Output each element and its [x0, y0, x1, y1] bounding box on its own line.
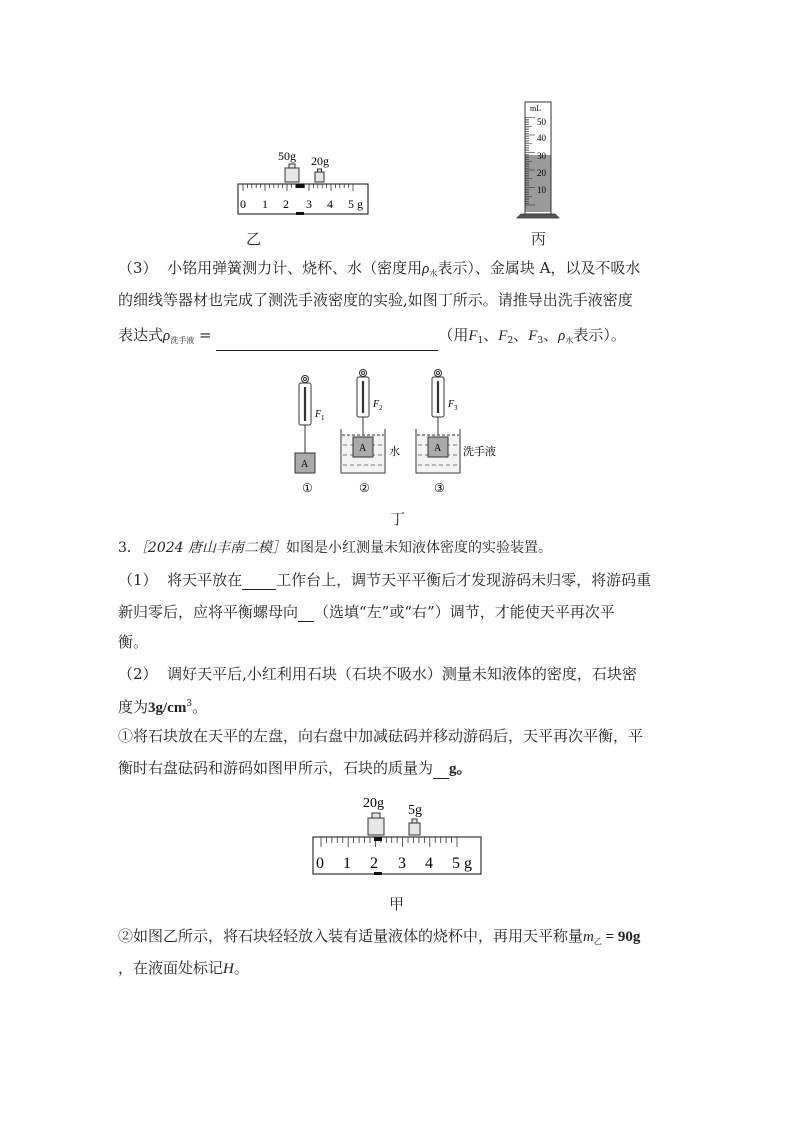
scale-number: 5: [452, 855, 460, 872]
cylinder-tick: 50: [537, 117, 546, 127]
force-label: F: [448, 399, 455, 410]
scale-number: 0: [316, 855, 324, 872]
weight-20g: [311, 154, 329, 182]
q3-p2-line1: （2） 调好天平后,小红利用石块（石块不吸水）测量未知液体的密度，石块密: [118, 665, 637, 683]
figure-ding-apparatus: [285, 365, 515, 500]
weight-5g: [408, 803, 422, 835]
block-label: A: [359, 443, 367, 454]
figure-caption-bing: 丙: [531, 230, 547, 248]
weight-50g: [278, 149, 299, 182]
block-label: A: [301, 459, 309, 470]
q3-header: 3．［2024 唐山丰南二模］如图是小红测量未知液体密度的实验装置。: [118, 540, 553, 556]
marker-1: ①: [302, 481, 313, 495]
answer-blank[interactable]: [298, 605, 314, 622]
weight-label: 50g: [278, 149, 296, 163]
figure-caption-yi: 乙: [246, 230, 262, 248]
scale-number: 1: [343, 855, 351, 872]
figure-yi-scale: [230, 140, 380, 220]
q3-s2-line2: ，在液面处标记H。: [118, 959, 249, 977]
water-label: 水: [389, 446, 400, 458]
scale-unit: g: [357, 197, 363, 211]
spring-scale-2: [341, 370, 400, 474]
force-sub: 1: [321, 414, 325, 422]
q3-s1-line2: 衡时右盘砝码和游码如图甲所示，石块的质量为 g。: [118, 759, 472, 777]
figure-jia-scale: [305, 788, 490, 880]
cylinder-tick: 20: [537, 168, 546, 178]
q3-s2-line1: ②如图乙所示，将石块轻轻放入装有适量液体的烧杯中，再用天平称量$m_乙 = 90g$: [118, 927, 641, 946]
cylinder-tick: 10: [537, 185, 546, 195]
force-label: F: [373, 399, 380, 410]
scale-number: 3: [306, 197, 312, 211]
scale-number: 5: [348, 197, 354, 211]
q2-3-line3: 表达式$\rho_{洗手液}$ = （用$F_1$、$F_2$、$F_3$、$\rho_水$表示）。: [118, 325, 626, 351]
spring-scale-1: [295, 376, 325, 474]
q2-3-line2: 的细线等器材也完成了测洗手液密度的实验,如图丁所示。请推导出洗手液密度: [118, 291, 633, 309]
cylinder-tick: 30: [537, 151, 546, 161]
figure-caption-jia: 甲: [389, 895, 405, 913]
force-label: F: [315, 409, 322, 420]
force-sub: 2: [379, 404, 383, 412]
figure-bing-cylinder: [515, 97, 565, 219]
weight-label: 5g: [408, 803, 422, 818]
scale-number: 1: [262, 197, 268, 211]
scale-number: 4: [425, 855, 433, 872]
q3-p1-line2: 新归零后，应将平衡螺母向 （选填“左”或“右”）调节，才能使天平再次平: [118, 603, 615, 621]
cylinder-tick: 40: [537, 133, 546, 143]
weight-20g: [363, 796, 384, 835]
scale-number: 0: [240, 197, 246, 211]
scale-number: 4: [327, 197, 333, 211]
weight-label: 20g: [311, 154, 329, 168]
force-sub: 3: [454, 404, 458, 412]
scale-unit: g: [464, 855, 472, 872]
q2-3-line1: （3） 小铭用弹簧测力计、烧杯、水（密度用$\rho_水$表示）、金属块 A，以及不吸水: [118, 259, 641, 278]
answer-blank[interactable]: [242, 573, 276, 590]
answer-blank[interactable]: [433, 762, 449, 779]
spring-scale-3: [416, 370, 496, 474]
liquid: [526, 155, 551, 212]
scale-number: 3: [398, 855, 406, 872]
weight-label: 20g: [363, 796, 384, 811]
q3-s1-line1: ①将石块放在天平的左盘，向右盘中加减砝码并移动游码后，天平再次平衡，平: [118, 727, 644, 745]
answer-blank[interactable]: [216, 334, 438, 351]
q3-p1-line1: （1） 将天平放在 工作台上，调节天平平衡后才发现游码未归零，将游码重: [118, 571, 652, 589]
figure-caption-ding: 丁: [390, 510, 406, 528]
scale-number: 2: [370, 855, 378, 872]
marker-3: ③: [434, 481, 445, 495]
detergent-label: 洗手液: [463, 446, 496, 458]
q3-p1-line3: 衡。: [118, 633, 149, 651]
scale-number: 2: [283, 197, 289, 211]
cylinder-unit: mL: [530, 104, 542, 113]
q3-p2-line2: 度为$3g/cm^3$。: [118, 698, 208, 716]
marker-2: ②: [359, 481, 370, 495]
block-label: A: [434, 443, 442, 454]
